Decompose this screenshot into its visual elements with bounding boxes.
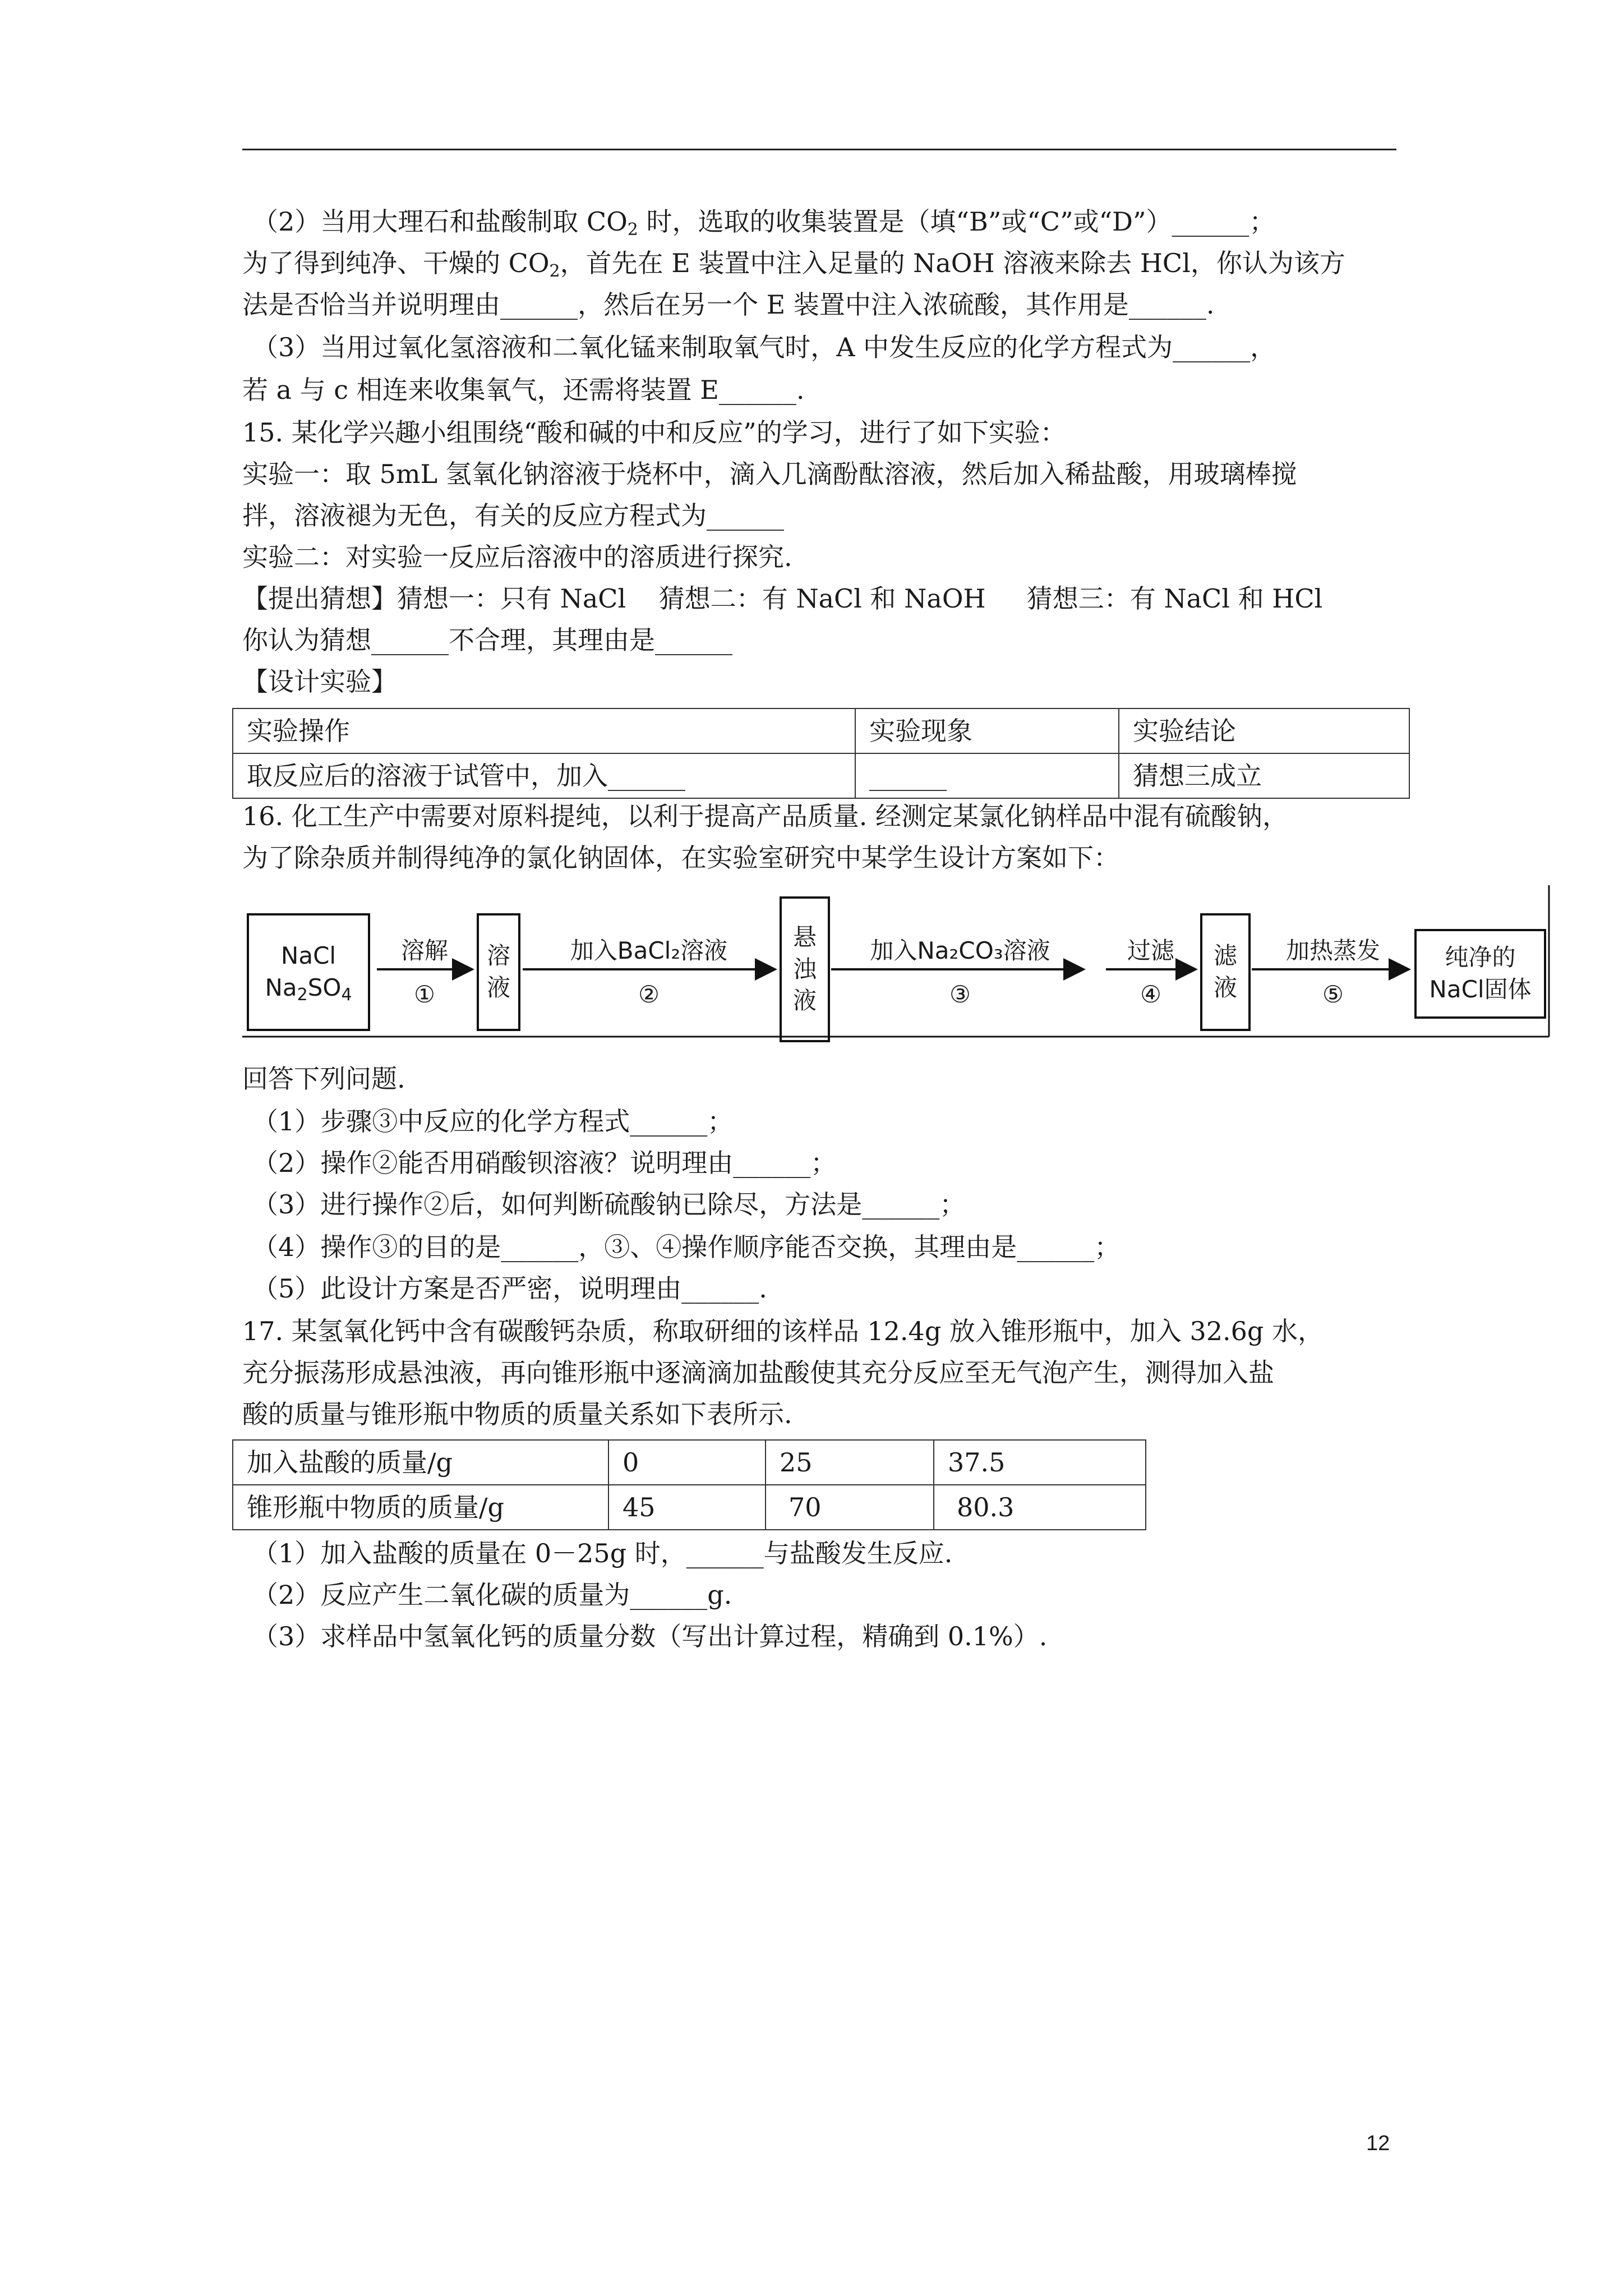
table-cell: 80.3 [934, 1485, 1146, 1530]
flow-filtrate-box: 滤液 [1200, 913, 1251, 1031]
table-cell: 取反应后的溶液于试管中，加入______ [233, 753, 855, 798]
q16-sub1: （1）步骤③中反应的化学方程式______； [252, 1106, 734, 1137]
q15-hypotheses: 【提出猜想】猜想一：只有 NaCl 猜想二：有 NaCl 和 NaOH 猜想三：有 NaCl 和 HCl [242, 583, 1323, 614]
step4-label: 过滤 [1127, 937, 1174, 964]
flow-end-line1: 纯净的 [1445, 944, 1516, 972]
q15-question: 你认为猜想______不合理，其理由是______ [242, 625, 732, 655]
header-rule [242, 149, 1396, 150]
page-number: 12 [1366, 2132, 1390, 2155]
q14-part3-line1: （3）当用过氧化氢溶液和二氧化锰来制取氧气时，A 中发生反应的化学方程式为______， [252, 332, 1276, 362]
step2-number: ② [638, 981, 660, 1008]
q15-design-heading: 【设计实验】 [242, 666, 397, 697]
flow-solution-box: 溶液 [477, 913, 520, 1031]
table-cell: 0 [608, 1440, 766, 1485]
q17-data-table [232, 1439, 1146, 1530]
step3-number: ③ [949, 981, 971, 1008]
q16-sub4: （4）操作③的目的是______，③、④操作顺序能否交换，其理由是______； [252, 1232, 1121, 1262]
flow-start-nacl: NaCl [280, 942, 336, 970]
q14-part3-line2: 若 a 与 c 相连来收集氧气，还需将装置 E______. [242, 375, 805, 405]
q16-prompt: 回答下列问题. [242, 1064, 405, 1094]
step2-label: 加入BaCl₂溶液 [570, 937, 728, 964]
q16-stem-line2: 为了除杂质并制得纯净的氯化钠固体，在实验室研究中某学生设计方案如下： [242, 843, 1119, 873]
table-header-cell: 实验操作 [233, 708, 855, 753]
flow-start-na2so4: $Na_2SO_4$ [265, 974, 352, 1005]
q15-stem: 15. 某化学兴趣小组围绕“酸和碱的中和反应”的学习，进行了如下实验： [242, 417, 1066, 448]
q17-stem-line3: 酸的质量与锥形瓶中物质的质量关系如下表所示. [242, 1399, 792, 1429]
q17-stem-line1: 17. 某氢氧化钙中含有碳酸钙杂质，称取研细的该样品 12.4g 放入锥形瓶中，加入 32.6g 水， [242, 1316, 1324, 1346]
step5-label: 加热蒸发 [1285, 937, 1380, 964]
table-header-cell: 实验现象 [855, 708, 1119, 753]
q15-exp1-line2: 拌，溶液褪为无色，有关的反应方程式为______ [242, 500, 784, 531]
flow-start-box [247, 913, 370, 1031]
q14-part2-line2: 为了得到纯净、干燥的 $CO_2$，首先在 E 装置中注入足量的 NaOH 溶液来除去 HCl，你认为该方 [242, 248, 1345, 281]
table-cell: 加入盐酸的质量/g [233, 1440, 608, 1485]
table-row [233, 753, 1409, 798]
q15-exp2: 实验二：对实验一反应后溶液中的溶质进行探究. [242, 542, 792, 572]
step5-number: ⑤ [1322, 981, 1344, 1008]
q14-part2-line1: （2）当用大理石和盐酸制取 $CO_2$ 时，选取的收集装置是（填“B”或“C”或“D”）______； [252, 206, 1275, 240]
table-cell: 70 [766, 1485, 934, 1530]
q17-sub3: （3）求样品中氢氧化钙的质量分数（写出计算过程，精确到 0.1%）. [252, 1621, 1048, 1651]
table-header-row [233, 708, 1409, 753]
table-cell: 25 [766, 1440, 934, 1485]
flow-suspension-box: 悬浊液 [780, 896, 830, 1042]
q16-stem-line1: 16. 化工生产中需要对原料提纯，以利于提高产品质量. 经测定某氯化钠样品中混有硫酸钠， [242, 801, 1289, 831]
step3-label: 加入Na₂CO₃溶液 [870, 937, 1050, 964]
table-row [233, 1485, 1146, 1530]
q16-sub5: （5）此设计方案是否严密，说明理由______. [252, 1273, 767, 1304]
purification-flowchart [242, 885, 1559, 1042]
table-cell: ______ [855, 753, 1119, 798]
flow-end-box [1414, 929, 1546, 1019]
table-cell: 锥形瓶中物质的质量/g [233, 1485, 608, 1530]
table-row [233, 1440, 1146, 1485]
q15-experiment-table [232, 708, 1410, 799]
q17-sub1: （1）加入盐酸的质量在 0－25g 时，______与盐酸发生反应. [252, 1538, 953, 1568]
q17-stem-line2: 充分振荡形成悬浊液，再向锥形瓶中逐滴滴加盐酸使其充分反应至无气泡产生，测得加入盐 [242, 1358, 1274, 1388]
step1-label: 溶解 [400, 937, 448, 964]
table-cell: 45 [608, 1485, 766, 1530]
table-header-cell: 实验结论 [1119, 708, 1409, 753]
q16-sub2: （2）操作②能否用硝酸钡溶液？说明理由______； [252, 1148, 837, 1178]
q16-sub3: （3）进行操作②后，如何判断硫酸钠已除尽，方法是______； [252, 1189, 966, 1220]
q15-exp1-line1: 实验一：取 5mL 氢氧化钠溶液于烧杯中，滴入几滴酚酞溶液，然后加入稀盐酸，用玻璃棒搅 [242, 459, 1297, 489]
step4-number: ④ [1140, 981, 1161, 1008]
flow-end-line2: NaCl固体 [1429, 976, 1532, 1003]
q17-sub2: （2）反应产生二氧化碳的质量为______g. [252, 1580, 732, 1610]
table-cell: 猜想三成立 [1119, 753, 1409, 798]
q14-part2-line3: 法是否恰当并说明理由______，然后在另一个 E 装置中注入浓硫酸，其作用是______. [242, 289, 1215, 320]
table-cell: 37.5 [934, 1440, 1146, 1485]
step1-number: ① [414, 981, 435, 1008]
